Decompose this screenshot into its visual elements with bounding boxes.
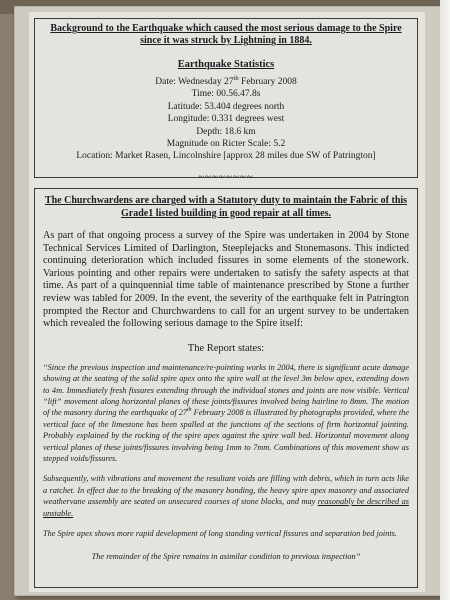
stat-date: Date: Wednesday 27th February 2008 bbox=[155, 74, 297, 87]
notice-sheet bbox=[29, 12, 425, 592]
churchwardens-heading: The Churchwardens are charged with a Statutory duty to maintain the Fabric of this Grade1 listed building in good repair at all times. bbox=[44, 195, 408, 219]
survey-paragraph: As part of that ongoing process a survey of the Spire was undertaken in 2004 by Stone Technical Services Limited of Darlington, Steeplejacks and Stonemasons. This indicted continuing deterioration which included fissures in some elements of the stonework. Various pointing and other repairs were undertaken to satisfy the safety aspects at that time. As part of a quinquennial time table of maintenance prescribed by Stone a further review was tabled for 2009. In the event, the severity of the earthquake felt in Patrington prompted the Rector and Churchwardens to call for an urgent survey to be undertaken which revealed the following serious damage to the Spire itself: bbox=[43, 230, 409, 330]
stat-time: Time: 00.56.47.8s bbox=[191, 89, 261, 100]
earthquake-statistics-box bbox=[34, 18, 418, 183]
stat-location: Location: Market Rasen, Lincolnshire [approx 28 miles due SW of Patrington] bbox=[76, 151, 376, 162]
stats-heading: Earthquake Statistics bbox=[177, 59, 275, 70]
stat-latitude: Latitude: 53.404 degrees north bbox=[167, 101, 285, 112]
stat-magnitude: Magnitude on Ricter Scale: 5.2 bbox=[166, 139, 286, 150]
stat-depth: Depth: 18.6 km bbox=[196, 126, 256, 137]
report-quote-4: The remainder of the Spire remains in asimilar condition to previous inspection” bbox=[91, 552, 361, 562]
glass-glare bbox=[440, 0, 450, 600]
page-title: Background to the Earthquake which caused the most serious damage to the Spire since it was struck by Lightning in 1884. bbox=[50, 23, 402, 46]
report-heading: The Report states: bbox=[187, 342, 265, 354]
report-quote-2: Subsequently, with vibrations and movement the resultant voids are filling with debris, which in turn acts like a ratchet. In effect due to the breaking of the masonry bonding, the heavy spire apex masonry and associated weathervane assembly are seated on unsecured courses of stone blocks, and may reasonably be described as unstable. bbox=[43, 474, 409, 518]
separator: ~~~~~~~~ bbox=[198, 170, 254, 183]
report-quote-1: “Since the previous inspection and maintenance/re-pointing works in 2004, there is significant acute damage showing at the seating of the solid spire apex onto the spire wall at the level 3m below apex, extending down to 4m. Immediately fresh fissures extending through the individual stones and joints are now visible. Vertical “lift” movement along horizontal planes of these joints/fissures involved being hairline to 8mm. The motion of the masonry during the earthquake of 27th February 2008 is illustrated by photographs provided, where the vertical face of the limestone has been spalled at the junctions of the sections of firm horizontal jointing. Probably explained by the rocking of the spire apex against the spire wall bed. Horizontal movement along vertical planes of these joints/fissures involving being 1mm to 7mm. Combinations of this movement show as stepped voids/fissures. bbox=[43, 362, 410, 463]
stat-longitude: Longitude: 0.331 degrees west bbox=[167, 114, 285, 125]
report-quote-3: The Spire apex shows more rapid development of long standing vertical fissures and separation bed joints. bbox=[43, 529, 397, 539]
survey-report-box bbox=[34, 188, 418, 588]
